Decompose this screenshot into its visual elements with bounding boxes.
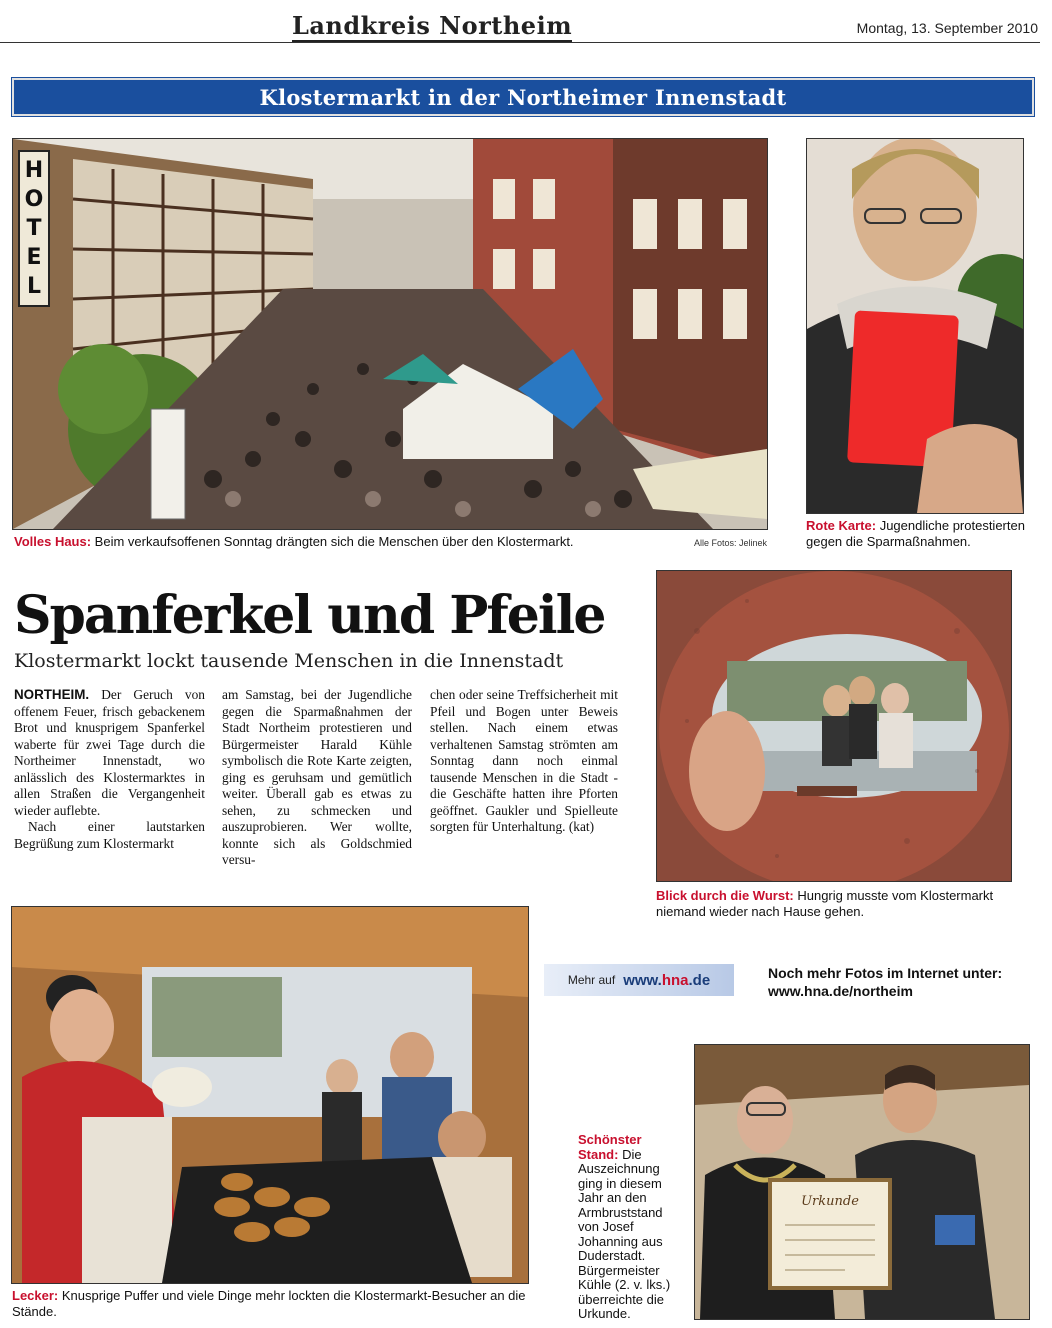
caption-text: Jugendliche protestierten gegen die Sparmaßnahmen.	[806, 518, 1025, 549]
photo-red-card	[806, 138, 1024, 514]
hna-url: www.hna.de	[623, 971, 711, 989]
hna-promo-link[interactable]	[544, 964, 734, 996]
article-column-1	[14, 687, 205, 852]
article-subheadline: Klostermarkt lockt tausende Menschen in die Innenstadt	[14, 650, 564, 672]
hotel-sign-letter: H	[24, 158, 44, 183]
main-photo-street	[12, 138, 768, 530]
more-photos-note	[768, 964, 1002, 1000]
caption-text: Hungrig musste vom Klostermarkt niemand wieder nach Hause gehen.	[656, 888, 994, 919]
caption-stand	[578, 1133, 680, 1322]
caption-label: Volles Haus:	[14, 534, 92, 549]
hotel-sign-letter: E	[26, 245, 42, 270]
certificate-title: Urkunde	[801, 1194, 859, 1209]
section-title: Landkreis Northeim	[292, 12, 572, 43]
hotel-sign-letter: O	[24, 187, 44, 212]
banner-title: Klostermarkt in der Northeimer Innenstadt	[259, 84, 787, 110]
hotel-sign-letter: T	[26, 216, 42, 241]
hotel-sign-letter: L	[26, 274, 42, 299]
caption-text: Knusprige Puffer und viele Dinge mehr lockten die Klostermarkt-Besucher an die Stände.	[12, 1288, 526, 1319]
caption-text: Beim verkaufsoffenen Sonntag drängten sich die Menschen über den Klostermarkt.	[91, 534, 574, 549]
photo-puffer-stand	[11, 906, 529, 1284]
caption-puffer	[12, 1288, 532, 1320]
caption-main-photo	[14, 534, 654, 550]
article-paragraph: Nach einer lautstarken Begrüßung zum Klostermarkt	[14, 819, 205, 851]
caption-text: Die Auszeichnung ging in diesem Jahr an den Armbruststand von Josef Johanning aus Duderstadt. Bürgermeister Kühle (2. v. lks.) überreichte die Urkunde.	[578, 1146, 671, 1321]
dateline: NORTHEIM.	[14, 687, 90, 702]
photo-best-stand	[694, 1044, 1030, 1320]
article-headline: Spanferkel und Pfeile	[14, 585, 605, 646]
more-photos-url[interactable]: www.hna.de/northeim	[768, 983, 913, 999]
issue-date: Montag, 13. September 2010	[856, 20, 1038, 36]
caption-label: Rote Karte:	[806, 518, 877, 533]
header-rule	[0, 42, 1040, 43]
photo-credit: Alle Fotos: Jelinek	[694, 538, 768, 548]
article-column-3	[430, 687, 618, 836]
caption-label: Schönster Stand:	[578, 1132, 642, 1162]
caption-label: Lecker:	[12, 1288, 59, 1303]
photo-sausage	[656, 570, 1012, 882]
article-paragraph: am Samstag, bei der Jugendliche gegen die Sparmaßnahmen der Stadt Northeim protestieren und Bürgermeister Harald Kühle symbolisch die Rote Karte zeigten, ging es geruhsam und gemütlich weiter. Überall gab es etwas zu sehen, zu schmecken und auszuprobieren. Wer wollte, konnte sich als Goldschmied versu-	[222, 687, 412, 867]
caption-sausage	[656, 888, 1016, 920]
article-paragraph: Der Geruch von offenem Feuer, frisch gebackenem Brot und knusprigem Spanferkel waberte für zwei Tage durch die Northeimer Innenstadt, wo anlässlich des Klostermarktes in allen Straßen die Vergangenheit wieder auflebte.	[14, 687, 205, 818]
caption-red-card	[806, 518, 1028, 550]
more-photos-line: Noch mehr Fotos im Internet unter:	[768, 965, 1003, 981]
article-paragraph: chen oder seine Treffsicherheit mit Pfeil und Bogen unter Beweis stellen. Nach einem etwas verhaltenen Samstag strömten am Sonntag dann noch einmal tausende Menschen in die Stadt - die Geschäfte hatten ihre Pforten geöffnet. Gaukler und Spielleute sorgten für Unterhaltung. (kat)	[430, 687, 618, 834]
caption-label: Blick durch die Wurst:	[656, 888, 794, 903]
hna-more-label: Mehr auf	[567, 973, 616, 987]
topic-banner	[12, 78, 1034, 116]
article-column-2	[222, 687, 412, 869]
